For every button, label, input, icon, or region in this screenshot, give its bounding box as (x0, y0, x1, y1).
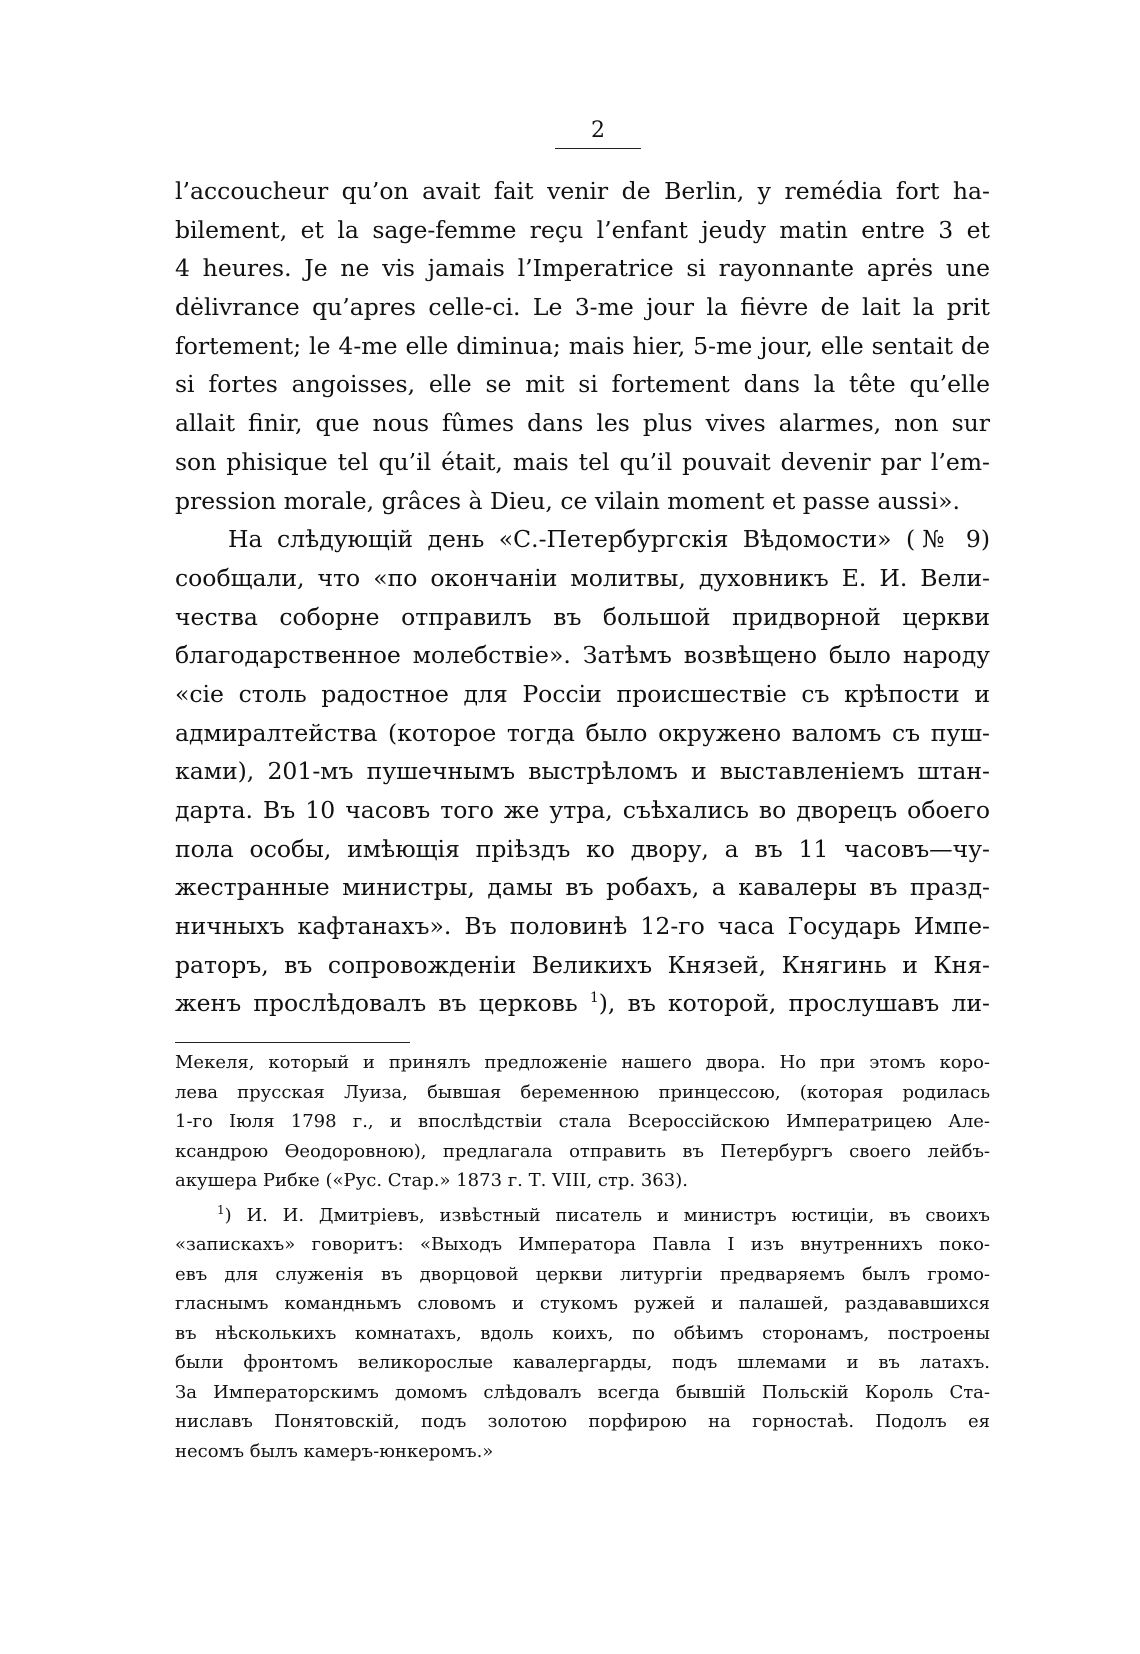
text-line: благодарственное молебствіе». Затѣмъ возвѣщено было народу (175, 641, 990, 670)
footnote-line: гласнымъ командньмъ словомъ и стукомъ ружей и палашей, раздававшихся (175, 1293, 990, 1314)
page-number-rule (555, 148, 641, 149)
text-line-with-footnote-ref (175, 984, 990, 1023)
footnote-line: «запискахъ» говоритъ: «Выходъ Императора Павла I изъ внутреннихъ поко- (175, 1234, 990, 1255)
footnotes (175, 1048, 990, 1466)
text-line: адмиралтейства (которое тогда было окружено валомъ съ пуш- (175, 718, 990, 747)
footnote-line: 1-го Іюля 1798 г., и впослѣдствіи стала Всероссійскою Императрицею Але- (175, 1111, 990, 1132)
text-line: раторъ, въ сопровожденіи Великихъ Князей, Княгинь и Кня- (175, 950, 990, 979)
text-line: ками), 201-мъ пушечнымъ выстрѣломъ и выставленіемъ штан- (175, 757, 990, 786)
text-line: дарта. Въ 10 часовъ того же утра, съѣхались во дворецъ обоего (175, 796, 990, 824)
text-line: ничныхъ кафтанахъ». Въ половинѣ 12-го часа Государь Импе- (175, 912, 990, 941)
text-line: жестранные министры, дамы въ робахъ, а кавалеры въ празд- (175, 873, 990, 902)
main-text (175, 172, 990, 1023)
text-line: 4 heures. Je ne vis jamais l’Imperatrice si rayonnante aprės une (175, 254, 990, 283)
footnote-marker: 1 (217, 1202, 225, 1217)
text-line: «сіе столь радостное для Россіи происшествіе съ крѣпости и (175, 679, 990, 708)
text-line: l’accoucheur qu’on avait fait venir de Berlin, y remédia fort ha- (175, 177, 990, 205)
footnote-line: въ нѣсколькихъ комнатахъ, вдоль коихъ, по обѣимъ сторонамъ, построены (175, 1322, 990, 1344)
text-line: fortement; le 4-me elle diminua; mais hier, 5-me jour, elle sentait de (175, 331, 990, 360)
text-line: dėlivrance qu’apres celle-ci. Le 3-me jour la fiėvre de lait la prit (175, 293, 990, 322)
paragraph-start-line: На слѣдующій день «С.-Петербургскія Вѣдомости» (№ 9) (228, 525, 990, 554)
text-segment: ), въ которой, прослушавъ ли- (598, 989, 990, 1018)
text-line: allait finir, que nous fûmes dans les plus vives alarmes, non sur (175, 409, 990, 438)
footnote-line: были фронтомъ великорослые кавалергарды, подъ шлемами и въ латахъ. (175, 1352, 990, 1373)
text-line: чества соборне отправилъ въ большой придворной церкви (175, 602, 990, 631)
text-segment: ) И. И. Дмитріевъ, извѣстный писатель и министръ юстиціи, въ своихъ (224, 1204, 990, 1226)
text-line: pression morale, grâces à Dieu, ce vilain moment et passe aussi». (175, 486, 960, 515)
text-line: bilement, et la sage-femme reçu l’enfant jeudy matin entre 3 et (175, 215, 990, 244)
footnote-line: акушера Рибке («Рус. Стар.» 1873 г. Т. VIII, стр. 363). (175, 1170, 688, 1191)
text-line: сообщали, что «по окончаніи молитвы, духовникъ Е. И. Вели- (175, 563, 990, 592)
footnote-line: Мекеля, который и принялъ предложеніе нашего двора. Но при этомъ коро- (175, 1052, 990, 1073)
footnote-line: лева прусская Луиза, бывшая беременною принцессою, (которая родилась (175, 1081, 990, 1103)
text-line: si fortes angoisses, elle se mit si fortement dans la tête qu’elle (175, 370, 990, 399)
footnote-reference[interactable]: 1 (589, 990, 599, 1007)
footnote-line: евъ для служенія въ дворцовой церкви литургіи предваряемъ былъ громо- (175, 1263, 990, 1285)
footnote-start-line (175, 1201, 990, 1231)
page-number: 2 (591, 118, 605, 143)
text-line: пола особы, имѣющія пріѣздъ ко двору, а въ 11 часовъ—чу- (175, 834, 990, 863)
footnote-line: несомъ былъ камеръ-юнкеромъ.» (175, 1440, 494, 1462)
footnote-separator (175, 1042, 410, 1043)
footnote-line: ксандрою Ѳеодоровною), предлагала отправить въ Петербургъ своего лейбъ- (175, 1140, 990, 1162)
text-segment: женъ прослѣдовалъ въ церковь (175, 989, 578, 1018)
footnote-line: За Императорскимъ домомъ слѣдовалъ всегда бывшій Польскій Король Ста- (175, 1381, 990, 1403)
text-line: son phisique tel qu’il était, mais tel qu’il pouvait devenir par l’em- (175, 447, 990, 476)
footnote-line: ниславъ Понятовскій, подъ золотою порфирою на горностаѣ. Подолъ ея (175, 1411, 990, 1432)
